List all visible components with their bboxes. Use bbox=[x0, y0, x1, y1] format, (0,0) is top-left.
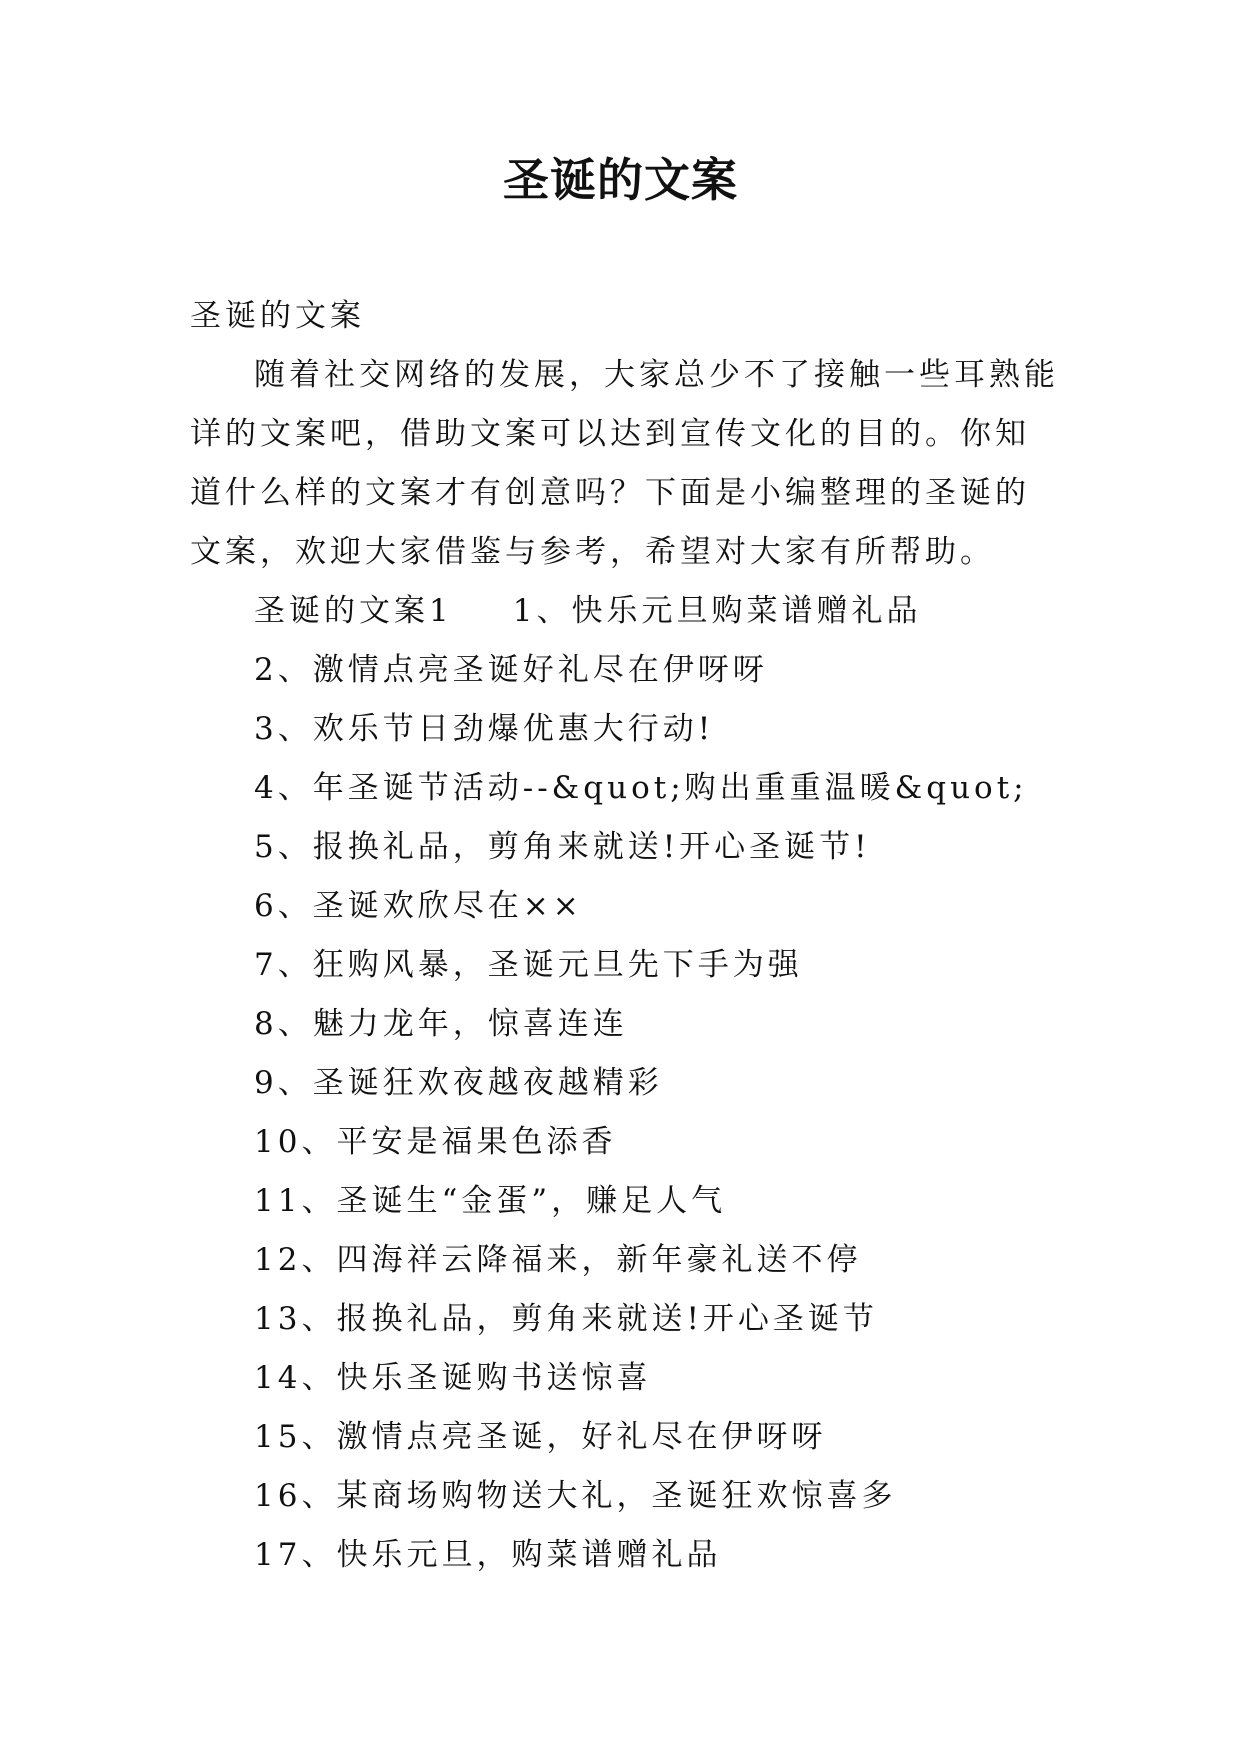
section-first-line bbox=[190, 582, 1060, 641]
intro-paragraph: 随着社交网络的发展，大家总少不了接触一些耳熟能详的文案吧，借助文案可以达到宣传文化的目的。你知道什么样的文案才有创意吗？下面是小编整理的圣诞的文案，欢迎大家借鉴与参考，希望对大家有所帮助。 bbox=[190, 357, 1059, 570]
list-item: 2、激情点亮圣诞好礼尽在伊呀呀 bbox=[254, 652, 768, 688]
list-item: 14、快乐圣诞购书送惊喜 bbox=[254, 1360, 652, 1396]
list-item: 15、激情点亮圣诞，好礼尽在伊呀呀 bbox=[254, 1419, 827, 1455]
list-item: 8、魅力龙年，惊喜连连 bbox=[254, 1006, 628, 1042]
list-item: 17、快乐元旦，购菜谱赠礼品 bbox=[254, 1537, 722, 1573]
list-item: 4、年圣诞节活动--&quot;购出重重温暖&quot; bbox=[254, 770, 1028, 806]
section-heading: 圣诞的文案1 bbox=[254, 593, 453, 629]
list-item: 12、四海祥云降福来，新年豪礼送不停 bbox=[254, 1242, 862, 1278]
list-item: 10、平安是福果色添香 bbox=[254, 1124, 617, 1160]
list-item: 3、欢乐节日劲爆优惠大行动! bbox=[254, 711, 715, 747]
list-item: 1、快乐元旦购菜谱赠礼品 bbox=[512, 593, 922, 629]
list-item: 9、圣诞狂欢夜越夜越精彩 bbox=[254, 1065, 663, 1101]
subtitle: 圣诞的文案 bbox=[190, 298, 365, 334]
list-item: 13、报换礼品，剪角来就送!开心圣诞节 bbox=[254, 1301, 878, 1337]
document-body bbox=[190, 287, 1060, 1585]
document-title: 圣诞的文案 bbox=[503, 153, 738, 207]
list-item: 11、圣诞生“金蛋”，赚足人气 bbox=[254, 1183, 727, 1219]
list-item: 6、圣诞欢欣尽在×× bbox=[254, 888, 583, 924]
list-item: 16、某商场购物送大礼，圣诞狂欢惊喜多 bbox=[254, 1478, 897, 1514]
list-item: 7、狂购风暴，圣诞元旦先下手为强 bbox=[254, 947, 803, 983]
list-item: 5、报换礼品，剪角来就送!开心圣诞节! bbox=[254, 829, 871, 865]
